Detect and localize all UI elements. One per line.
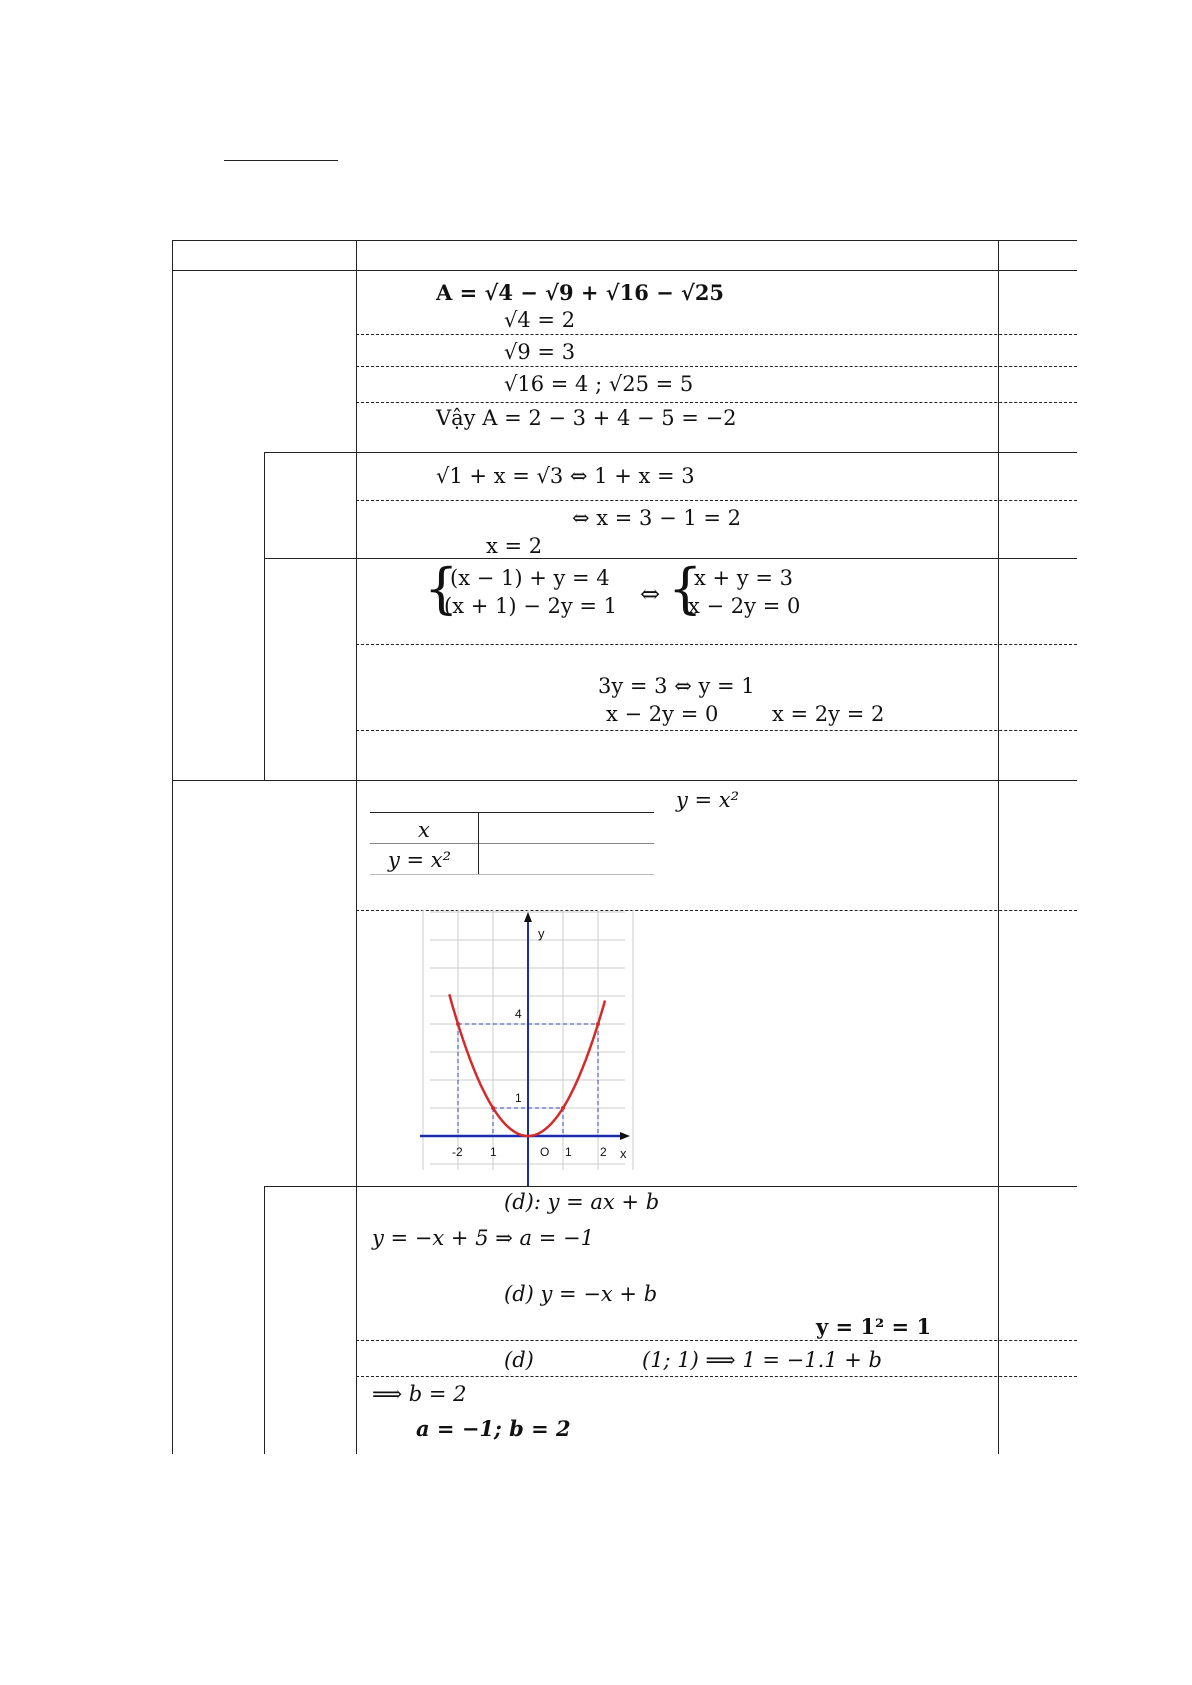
through-point: (1; 1) ⟹ 1 = −1.1 + b xyxy=(642,1348,883,1372)
tick-x-minus1: 1 xyxy=(490,1145,497,1159)
d-form: (d) y = −x + b xyxy=(504,1282,658,1306)
eq2-line2: ⇔ x = 3 − 1 = 2 xyxy=(572,506,742,530)
values-table-x: x xyxy=(418,818,430,842)
values-table-bottom xyxy=(370,874,654,875)
col-divider-left xyxy=(172,240,173,1454)
tick-x2: 2 xyxy=(600,1145,607,1159)
sqrt4-line: √4 = 2 xyxy=(504,308,576,332)
col-divider-sub2 xyxy=(264,1186,265,1454)
y-axis-arrow xyxy=(524,912,532,922)
function-label: y = x² xyxy=(676,788,740,812)
values-table-top xyxy=(370,812,654,813)
y-axis-label: y xyxy=(538,926,545,941)
sys-left-1: (x − 1) + y = 4 xyxy=(450,566,610,590)
parabola-graph xyxy=(420,910,640,1186)
point-y: y = 1² = 1 xyxy=(816,1314,932,1339)
origin-label: O xyxy=(540,1145,550,1159)
row-sep xyxy=(356,366,1077,367)
left-brace: { xyxy=(424,557,459,620)
tick-y1: 1 xyxy=(515,1091,522,1105)
values-table-y: y = x² xyxy=(388,848,452,872)
d-definition: (d): y = ax + b xyxy=(504,1190,660,1214)
final-answer: a = −1; b = 2 xyxy=(416,1416,571,1441)
data-point xyxy=(491,1106,495,1110)
sqrt16-25-line: √16 = 4 ; √25 = 5 xyxy=(504,372,694,396)
a-conclusion: Vậy A = 2 − 3 + 4 − 5 = −2 xyxy=(436,406,737,430)
right-brace: { xyxy=(668,557,703,620)
col-divider-score xyxy=(998,240,999,1454)
x-axis-label: x xyxy=(620,1146,627,1161)
solve-y: 3y = 3 ⇔ y = 1 xyxy=(598,674,755,698)
row-sep xyxy=(264,452,1077,453)
tick-x-minus2: -2 xyxy=(452,1145,463,1159)
x-axis-arrow xyxy=(620,1132,630,1140)
row-sep xyxy=(356,334,1077,335)
row-sep xyxy=(356,1340,1077,1341)
sqrt9-line: √9 = 3 xyxy=(504,340,576,364)
sys-equiv: ⇔ xyxy=(640,580,661,608)
row-sep xyxy=(356,1376,1077,1377)
row-sep xyxy=(356,500,1077,501)
data-point xyxy=(456,1022,460,1026)
sys-right-1: x + y = 3 xyxy=(694,566,793,590)
col-divider-main xyxy=(356,240,357,1454)
b-value: ⟹ b = 2 xyxy=(372,1382,467,1406)
a-expression: A = √4 − √9 + √16 − √25 xyxy=(436,280,725,305)
data-point xyxy=(596,1022,600,1026)
row-sep xyxy=(356,730,1077,731)
header-underline xyxy=(224,160,338,161)
parallel-line: y = −x + 5 ⇒ a = −1 xyxy=(372,1226,594,1250)
row-sep xyxy=(356,644,1077,645)
table-top-line xyxy=(172,240,1077,241)
solve-x2: x = 2y = 2 xyxy=(772,702,885,726)
row-sep xyxy=(172,780,1077,781)
table-header-line xyxy=(172,270,1077,271)
data-point xyxy=(561,1106,565,1110)
col-divider-sub xyxy=(264,452,265,780)
eq2-line3: x = 2 xyxy=(486,534,543,558)
values-table-mid xyxy=(370,843,654,844)
d-label: (d) xyxy=(504,1348,534,1372)
sys-left-2: (x + 1) − 2y = 1 xyxy=(444,594,618,618)
row-sep xyxy=(356,402,1077,403)
eq2-line1: √1 + x = √3 ⇔ 1 + x = 3 xyxy=(436,464,695,488)
row-sep xyxy=(264,1186,1077,1187)
tick-y4: 4 xyxy=(515,1007,522,1021)
values-table-divider xyxy=(478,812,479,874)
sys-right-2: x − 2y = 0 xyxy=(688,594,801,618)
solve-x1: x − 2y = 0 xyxy=(606,702,719,726)
tick-x1: 1 xyxy=(565,1145,572,1159)
